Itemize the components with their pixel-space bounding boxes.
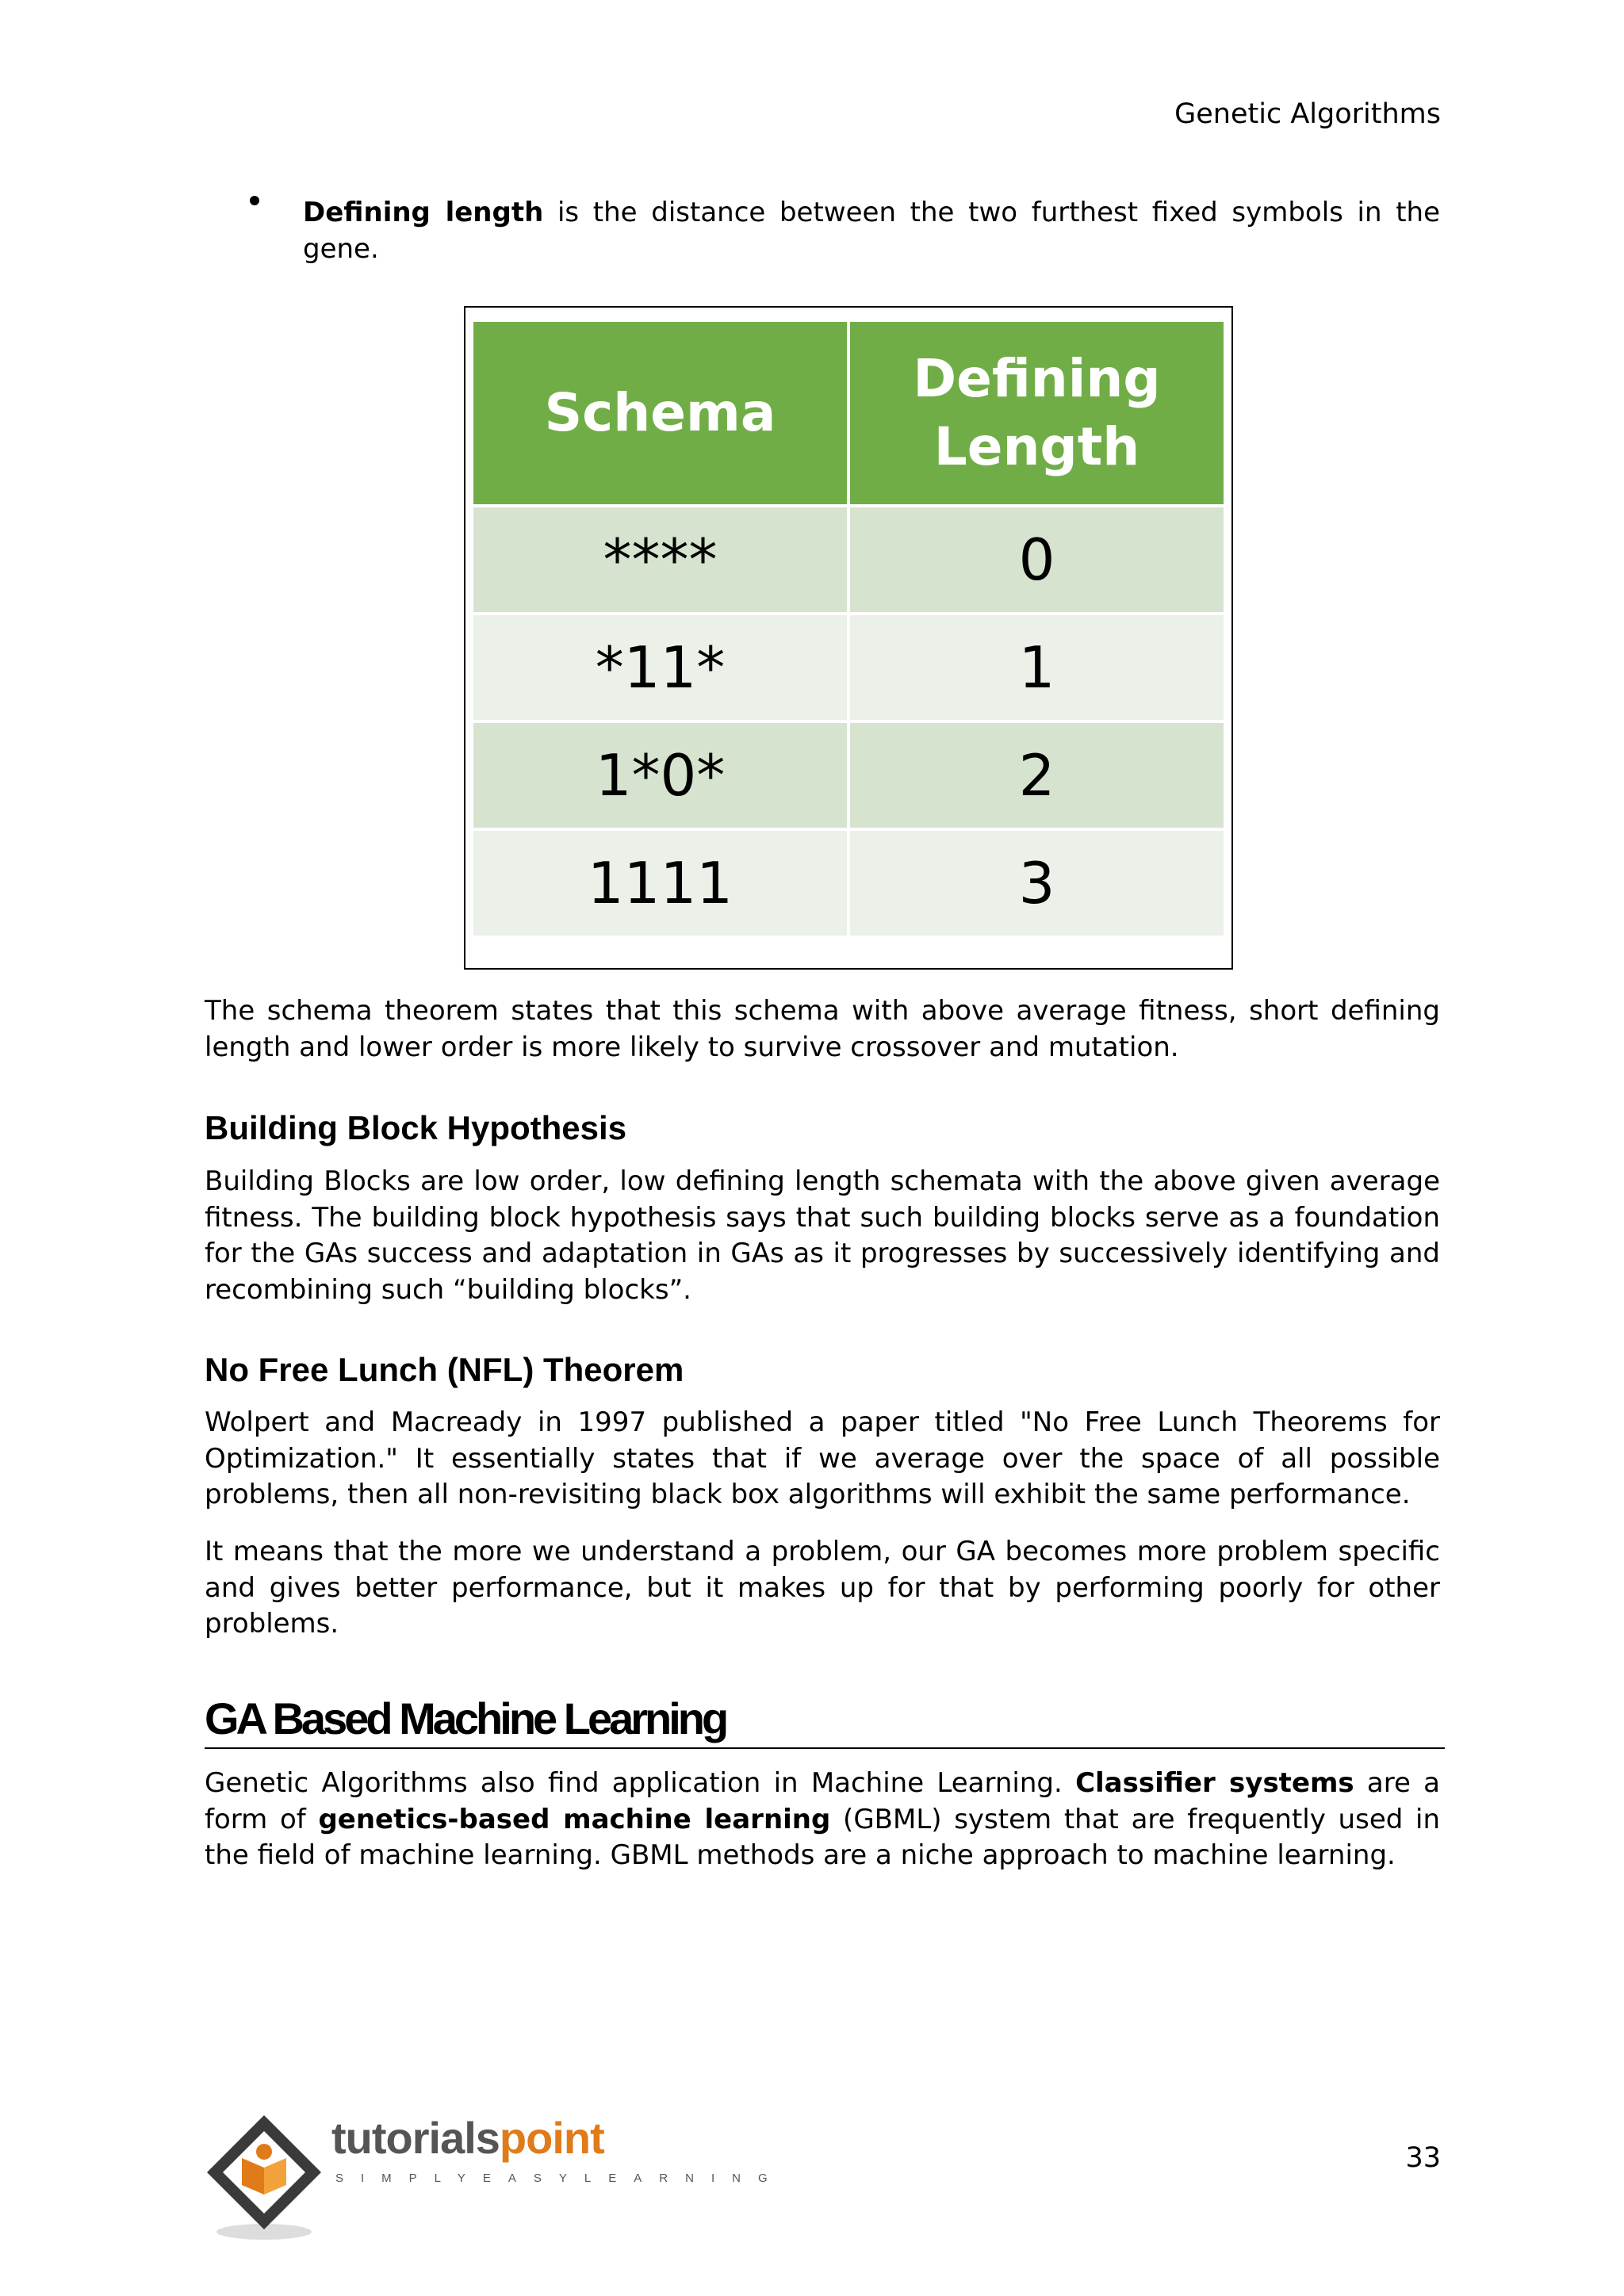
table-row: [473, 723, 1224, 828]
running-header: Genetic Algorithms: [1174, 98, 1441, 130]
gaml-text-3: (GBML) system that are frequently used in the field of machine learning. GBML methods are a niche approach to machine learning.: [205, 1803, 1441, 1871]
bullet-definition: is the distance between the two furthest fixed symbols in the gene.: [303, 197, 1441, 265]
bullet-dot: [250, 196, 259, 205]
cell-schema: ****: [473, 507, 847, 612]
header-schema: Schema: [473, 322, 847, 504]
cell-schema: *11*: [473, 615, 847, 720]
schema-table: [470, 319, 1227, 939]
bbh-heading: Building Block Hypothesis: [205, 1109, 627, 1146]
bullet-defining-length: [303, 195, 1440, 267]
cell-length: 1: [850, 615, 1224, 720]
gaml-text-2: are a form of: [205, 1767, 1440, 1835]
cell-schema: 1*0*: [473, 723, 847, 828]
nfl-heading: No Free Lunch (NFL) Theorem: [205, 1351, 684, 1388]
cell-length: 0: [850, 507, 1224, 612]
gaml-text-1: Genetic Algorithms also find application in Machine Learning.: [205, 1767, 1076, 1799]
cell-schema: 1111: [473, 831, 847, 936]
schema-theorem-paragraph: The schema theorem states that this schema with above average fitness, short defining length and lower order is more likely to survive crossover and mutation.: [205, 995, 1440, 1063]
table-row: [473, 831, 1224, 936]
gaml-bold-2: genetics-based machine learning: [318, 1803, 831, 1835]
gaml-paragraph: [205, 1766, 1440, 1874]
logo-wordmark-part-2: point: [499, 2113, 604, 2163]
nfl-paragraph-1: Wolpert and Macready in 1997 published a paper titled "No Free Lunch Theorems for Optimization." It essentially states that if we average over the space of all possible problems, then all non-revisiting black box algorithms will exhibit the same performance.: [205, 1406, 1440, 1510]
heading-rule: [205, 1747, 1445, 1749]
header-defining-length: Defining Length: [850, 322, 1224, 504]
logo-wordmark: [331, 2112, 604, 2164]
table-row: [473, 507, 1224, 612]
table-row: [473, 615, 1224, 720]
gaml-heading: GA Based Machine Learning: [205, 1693, 726, 1743]
cell-length: 2: [850, 723, 1224, 828]
nfl-paragraph-2: It means that the more we understand a problem, our GA becomes more problem specific and gives better performance, but it makes up for that by performing poorly for other problems.: [205, 1536, 1440, 1640]
schema-figure: [464, 306, 1233, 970]
cell-length: 3: [850, 831, 1224, 936]
gaml-bold-1: Classifier systems: [1075, 1767, 1354, 1799]
tutorialspoint-logo: [202, 2109, 785, 2247]
table-header-row: [473, 322, 1224, 504]
logo-wordmark-part-1: tutorials: [331, 2113, 500, 2163]
bullet-term: Defining length: [303, 197, 544, 228]
bbh-paragraph: Building Blocks are low order, low defining length schemata with the above given average fitness. The building block hypothesis says that such building blocks serve as a foundation for the GAs success and adaptation in GAs as it progresses by successively identifying and recombining such “building blocks”.: [205, 1165, 1440, 1306]
page-number: 33: [1405, 2142, 1441, 2174]
logo-diamond-icon: [202, 2109, 329, 2244]
logo-tagline: SIMPLYEASYLEARNING: [335, 2172, 785, 2185]
